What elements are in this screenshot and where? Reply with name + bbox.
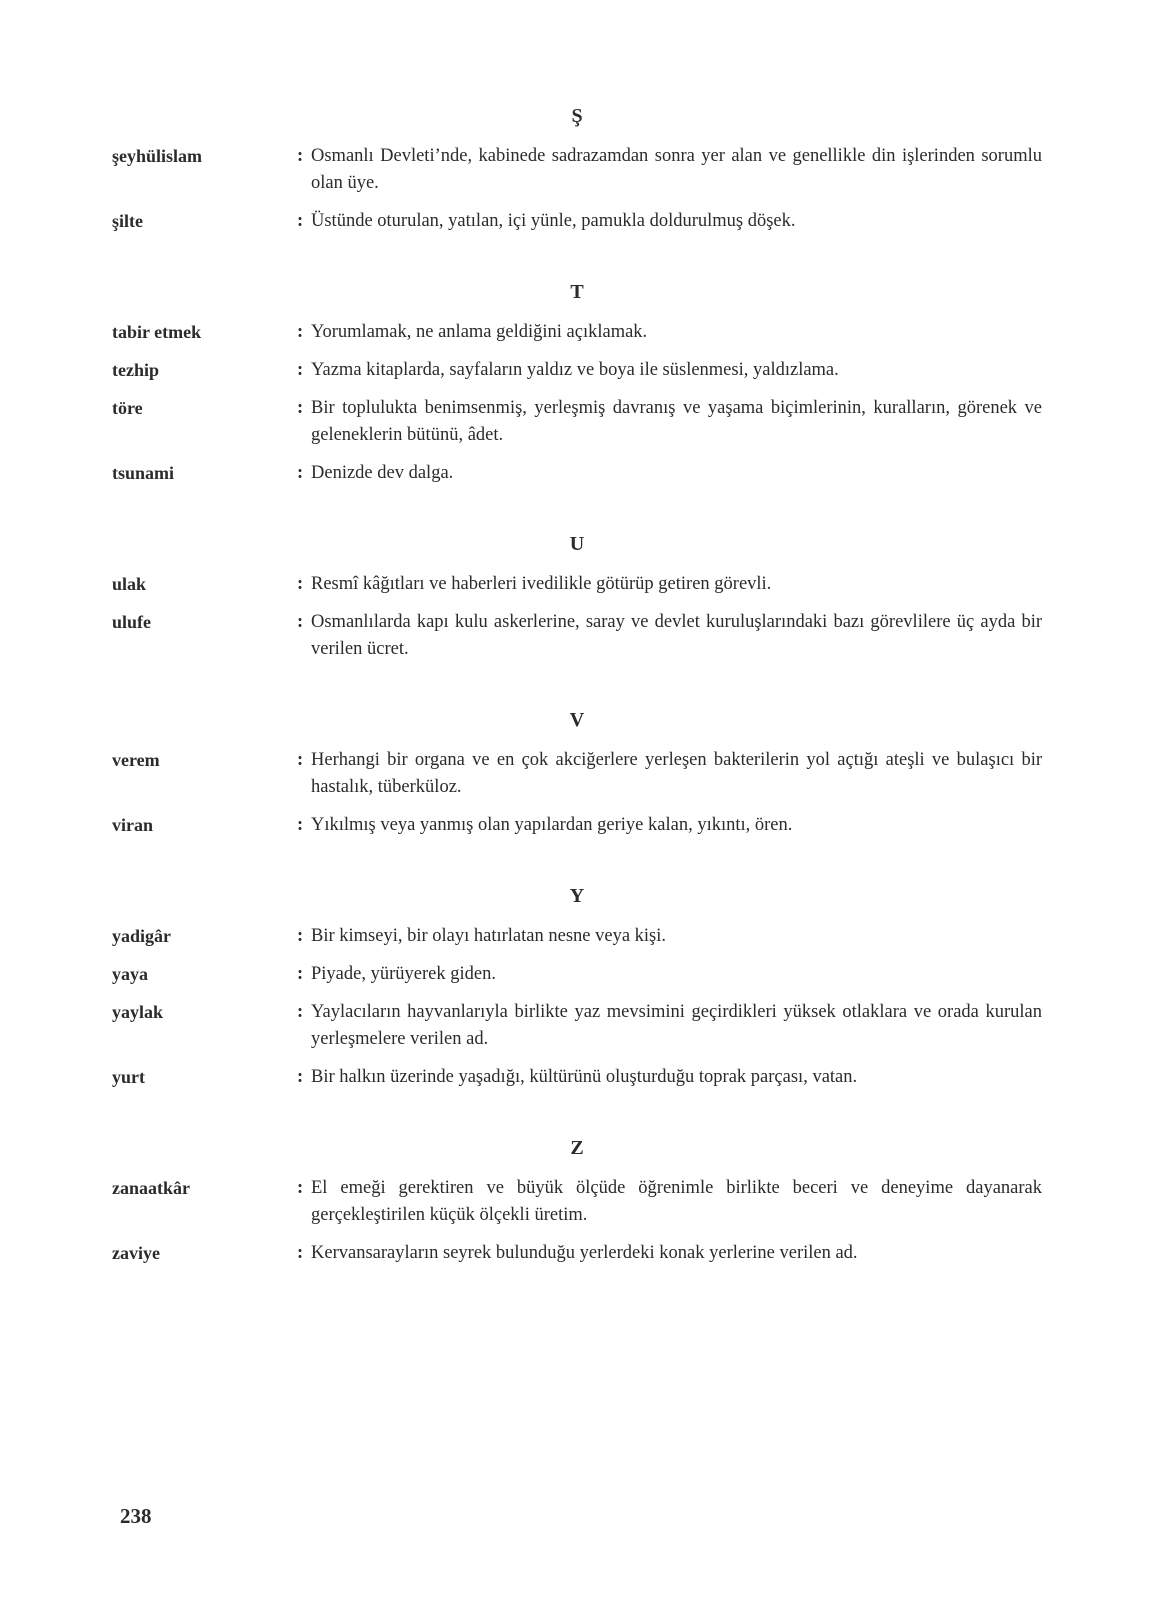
entry-term: viran bbox=[112, 815, 154, 835]
entry-term: tabir etmek bbox=[112, 322, 202, 342]
entry-term: töre bbox=[112, 398, 143, 418]
glossary-section bbox=[112, 104, 1042, 235]
section-letter-heading: V bbox=[569, 709, 585, 731]
glossary-entry bbox=[112, 812, 1042, 839]
entry-list bbox=[112, 319, 1042, 487]
entry-list bbox=[112, 143, 1042, 235]
entry-colon: : bbox=[297, 1178, 304, 1198]
glossary-section bbox=[112, 884, 1042, 1091]
glossary-section bbox=[112, 708, 1042, 839]
entry-definition: Bir kimseyi, bir olayı hatırlatan nesne veya kişi. bbox=[311, 926, 667, 946]
entry-colon: : bbox=[297, 926, 304, 946]
entry-term: ulufe bbox=[112, 612, 152, 632]
entry-definition: El emeği gerektiren ve büyük ölçüde öğrenimle birlikte beceri ve deneyime dayanarak gerçekleştirilen küçük ölçekli üretim. bbox=[311, 1178, 1042, 1225]
glossary-entry bbox=[112, 1175, 1042, 1229]
glossary-entry bbox=[112, 395, 1042, 449]
entry-term: yaya bbox=[112, 964, 148, 984]
glossary-entry bbox=[112, 460, 1042, 487]
section-letter-heading: Ş bbox=[571, 105, 583, 127]
glossary-entry bbox=[112, 357, 1042, 384]
entry-colon: : bbox=[297, 360, 304, 380]
entry-term: yurt bbox=[112, 1067, 145, 1087]
glossary-entry bbox=[112, 1064, 1042, 1091]
glossary-entry bbox=[112, 999, 1042, 1053]
glossary-entry bbox=[112, 571, 1042, 598]
entry-list bbox=[112, 747, 1042, 839]
entry-definition: Üstünde oturulan, yatılan, içi yünle, pamukla doldurulmuş döşek. bbox=[311, 211, 796, 231]
entry-definition: Yazma kitaplarda, sayfaların yaldız ve boya ile süslenmesi, yaldızlama. bbox=[311, 360, 839, 380]
glossary-section bbox=[112, 1136, 1042, 1267]
entry-definition: Denizde dev dalga. bbox=[311, 463, 454, 483]
entry-colon: : bbox=[297, 750, 304, 770]
glossary-entry bbox=[112, 923, 1042, 950]
glossary-entry bbox=[112, 143, 1042, 197]
entry-definition: Osmanlılarda kapı kulu askerlerine, saray ve devlet kuruluşlarındaki bazı görevlilere üç ayda bir verilen ücret. bbox=[311, 612, 1042, 659]
entry-definition: Yorumlamak, ne anlama geldiğini açıklamak. bbox=[311, 322, 648, 342]
section-letter-heading: Y bbox=[569, 885, 585, 907]
entry-colon: : bbox=[297, 211, 304, 231]
section-letter-heading: Z bbox=[570, 1137, 584, 1159]
entry-colon: : bbox=[297, 964, 304, 984]
entry-term: şeyhülislam bbox=[112, 146, 203, 166]
entry-colon: : bbox=[297, 398, 304, 418]
entry-term: zaviye bbox=[112, 1243, 160, 1263]
entry-definition: Herhangi bir organa ve en çok akciğerlere yerleşen bakterilerin yol açtığı ateşli ve bulaşıcı bir hastalık, tüberküloz. bbox=[311, 750, 1042, 797]
entry-definition: Bir halkın üzerinde yaşadığı, kültürünü oluşturduğu toprak parçası, vatan. bbox=[311, 1067, 858, 1087]
entry-colon: : bbox=[297, 146, 304, 166]
entry-term: ulak bbox=[112, 574, 147, 594]
glossary-entry bbox=[112, 961, 1042, 988]
entry-definition: Yıkılmış veya yanmış olan yapılardan geriye kalan, yıkıntı, ören. bbox=[311, 815, 793, 835]
glossary-entry bbox=[112, 609, 1042, 663]
entry-term: tezhip bbox=[112, 360, 159, 380]
entry-colon: : bbox=[297, 1067, 304, 1087]
glossary-section bbox=[112, 532, 1042, 663]
entry-colon: : bbox=[297, 612, 304, 632]
entry-colon: : bbox=[297, 463, 304, 483]
entry-colon: : bbox=[297, 1002, 304, 1022]
entry-colon: : bbox=[297, 574, 304, 594]
entry-definition: Osmanlı Devleti’nde, kabinede sadrazamdan sonra yer alan ve genellikle din işlerinden sorumlu olan üye. bbox=[311, 146, 1042, 193]
entry-colon: : bbox=[297, 1243, 304, 1263]
entry-term: yadigâr bbox=[112, 926, 172, 946]
entry-term: tsunami bbox=[112, 463, 175, 483]
entry-list bbox=[112, 1175, 1042, 1267]
glossary-entry bbox=[112, 1240, 1042, 1267]
page-number: 238 bbox=[120, 1504, 152, 1528]
entry-definition: Piyade, yürüyerek giden. bbox=[311, 964, 496, 984]
entry-colon: : bbox=[297, 815, 304, 835]
glossary-entry bbox=[112, 747, 1042, 801]
section-letter-heading: T bbox=[570, 281, 584, 303]
entry-term: yaylak bbox=[112, 1002, 164, 1022]
entry-term: şilte bbox=[112, 211, 143, 231]
glossary-entry bbox=[112, 208, 1042, 235]
glossary bbox=[112, 104, 1042, 1312]
entry-list bbox=[112, 571, 1042, 663]
glossary-section bbox=[112, 280, 1042, 487]
glossary-entry bbox=[112, 319, 1042, 346]
entry-term: zanaatkâr bbox=[112, 1178, 190, 1198]
glossary-sections bbox=[112, 104, 1042, 1267]
section-letter-heading: U bbox=[569, 533, 585, 555]
entry-definition: Bir toplulukta benimsenmiş, yerleşmiş davranış ve yaşama biçimlerinin, kuralların, görenek ve geleneklerin bütünü, âdet. bbox=[311, 398, 1042, 445]
entry-definition: Yaylacıların hayvanlarıyla birlikte yaz mevsimini geçirdikleri yüksek otlaklara ve orada kurulan yerleşmelere verilen ad. bbox=[311, 1002, 1042, 1049]
entry-colon: : bbox=[297, 322, 304, 342]
entry-definition: Resmî kâğıtları ve haberleri ivedilikle götürüp getiren görevli. bbox=[311, 574, 772, 594]
entry-list bbox=[112, 923, 1042, 1091]
entry-definition: Kervansarayların seyrek bulunduğu yerlerdeki konak yerlerine verilen ad. bbox=[311, 1243, 858, 1263]
entry-term: verem bbox=[112, 750, 160, 770]
